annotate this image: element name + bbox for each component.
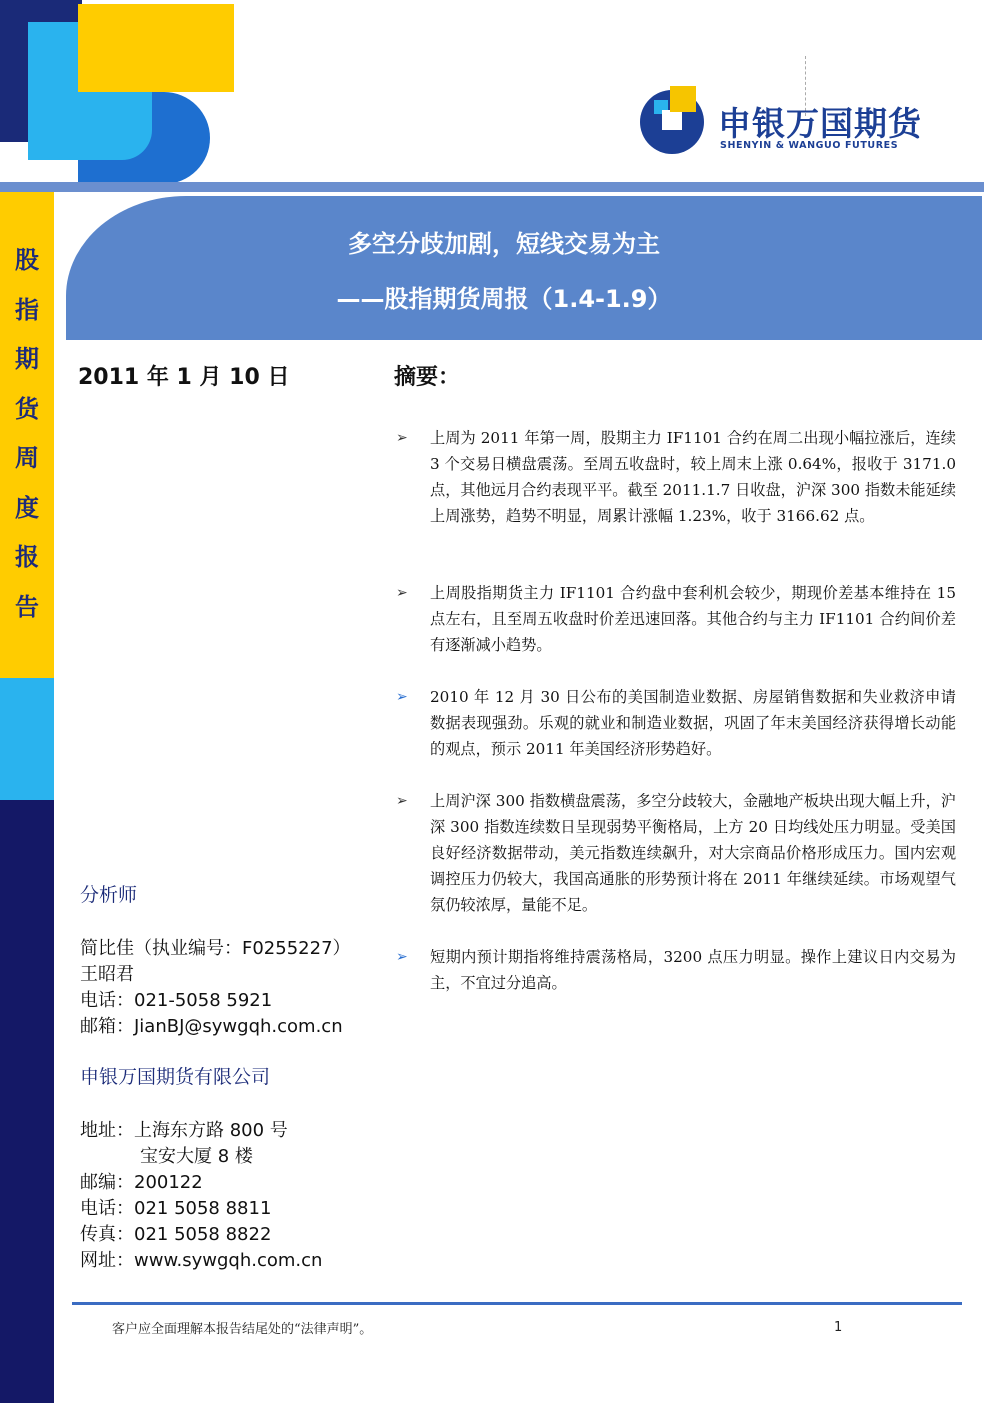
sidebar-vertical-title <box>0 236 54 632</box>
abstract-bullet-text: 短期内预计期指将维持震荡格局，3200 点压力明显。操作上建议日内交易为主，不宜过分追高。 <box>430 948 956 992</box>
company-logo <box>640 86 920 160</box>
header-rule <box>0 182 984 192</box>
analyst-email: 邮箱：JianBJ@sywgqh.com.cn <box>80 1016 343 1037</box>
abstract-bullet-text: 上周股指期货主力 IF1101 合约盘中套利机会较少，期现价差基本维持在 15 点左右，且至周五收盘时价差迅速回落。其他合约与主力 IF1101 合约间价差有逐渐减小趋势。 <box>430 584 956 654</box>
report-title: 多空分歧加剧，短线交易为主 <box>348 230 660 258</box>
sidebar-title-char: 告 <box>15 592 39 621</box>
company-website: 网址：www.sywgqh.com.cn <box>80 1250 323 1271</box>
sidebar-sky-band <box>0 678 54 800</box>
report-subtitle: ——股指期货周报（1.4-1.9） <box>336 285 672 313</box>
abstract-bullet-text: 2010 年 12 月 30 日公布的美国制造业数据、房屋销售数据和失业救济申请数据表现强劲。乐观的就业和制造业数据，巩固了年末美国经济获得增长动能的观点，预示 2011 年美国经济形势趋好。 <box>430 688 956 758</box>
company-address-line2: 宝安大厦 8 楼 <box>140 1146 253 1167</box>
bullet-arrow-icon: ➢ <box>396 689 408 705</box>
abstract-bullet-text: 上周沪深 300 指数横盘震荡，多空分歧较大，金融地产板块出现大幅上升，沪深 300 指数连续数日呈现弱势平衡格局，上方 20 日均线处压力明显。受美国良好经济数据带动，美元指数连续飙升，对大宗商品价格形成压力。国内宏观调控压力仍较大，我国高通胀的形势预计将在 2011 年继续延续。市场观望气氛仍较浓厚，量能不足。 <box>430 792 956 914</box>
logo-mark-icon <box>640 90 704 154</box>
bullet-arrow-icon: ➢ <box>396 793 408 809</box>
sidebar-navy-band <box>0 800 54 1403</box>
analyst-line: 简比佳（执业编号：F0255227） <box>80 938 351 959</box>
logo-name-cn: 申银万国期货 <box>718 104 922 143</box>
header-decor-yellow <box>78 4 234 92</box>
sidebar-title-char: 货 <box>15 394 39 423</box>
company-fax: 传真：021 5058 8822 <box>80 1224 272 1245</box>
report-date: 2011 年 1 月 10 日 <box>78 365 290 390</box>
company-phone: 电话：021 5058 8811 <box>80 1198 272 1219</box>
footer-disclaimer: 客户应全面理解本报告结尾处的“法律声明”。 <box>112 1322 373 1337</box>
sidebar-title-char: 度 <box>15 493 39 522</box>
abstract-heading: 摘要： <box>394 365 461 390</box>
abstract-bullet-text: 上周为 2011 年第一周，股期主力 IF1101 合约在周二出现小幅拉涨后，连续 3 个交易日横盘震荡。至周五收盘时，较上周末上涨 0.64%，报收于 3171.0 点，其他远月合约表现平平。截至 2011.1.7 日收盘，沪深 300 指数未能延续上周涨势，趋势不明显，周累计涨幅 1.23%，收于 3166.62 点。 <box>430 429 956 525</box>
company-name: 申银万国期货有限公司 <box>80 1066 271 1088</box>
sidebar-title-char: 指 <box>15 295 39 324</box>
footer-rule <box>72 1302 962 1305</box>
analyst-heading: 分析师 <box>80 884 138 906</box>
company-postcode: 邮编：200122 <box>80 1172 203 1193</box>
company-address: 地址：上海东方路 800 号 <box>80 1120 288 1141</box>
sidebar-title-char: 报 <box>15 543 39 571</box>
title-banner <box>66 196 982 340</box>
analyst-line: 王昭君 <box>80 964 134 985</box>
logo-name-en: SHENYIN & WANGUO FUTURES <box>720 140 899 151</box>
bullet-arrow-icon: ➢ <box>396 949 408 965</box>
bullet-arrow-icon: ➢ <box>396 430 408 446</box>
sidebar-title-char: 股 <box>15 246 39 274</box>
sidebar-title-char: 周 <box>15 444 39 472</box>
sidebar-title-char: 期 <box>15 345 39 373</box>
bullet-arrow-icon: ➢ <box>396 585 408 601</box>
page-number: 1 <box>834 1320 843 1335</box>
analyst-phone: 电话：021-5058 5921 <box>80 990 273 1011</box>
